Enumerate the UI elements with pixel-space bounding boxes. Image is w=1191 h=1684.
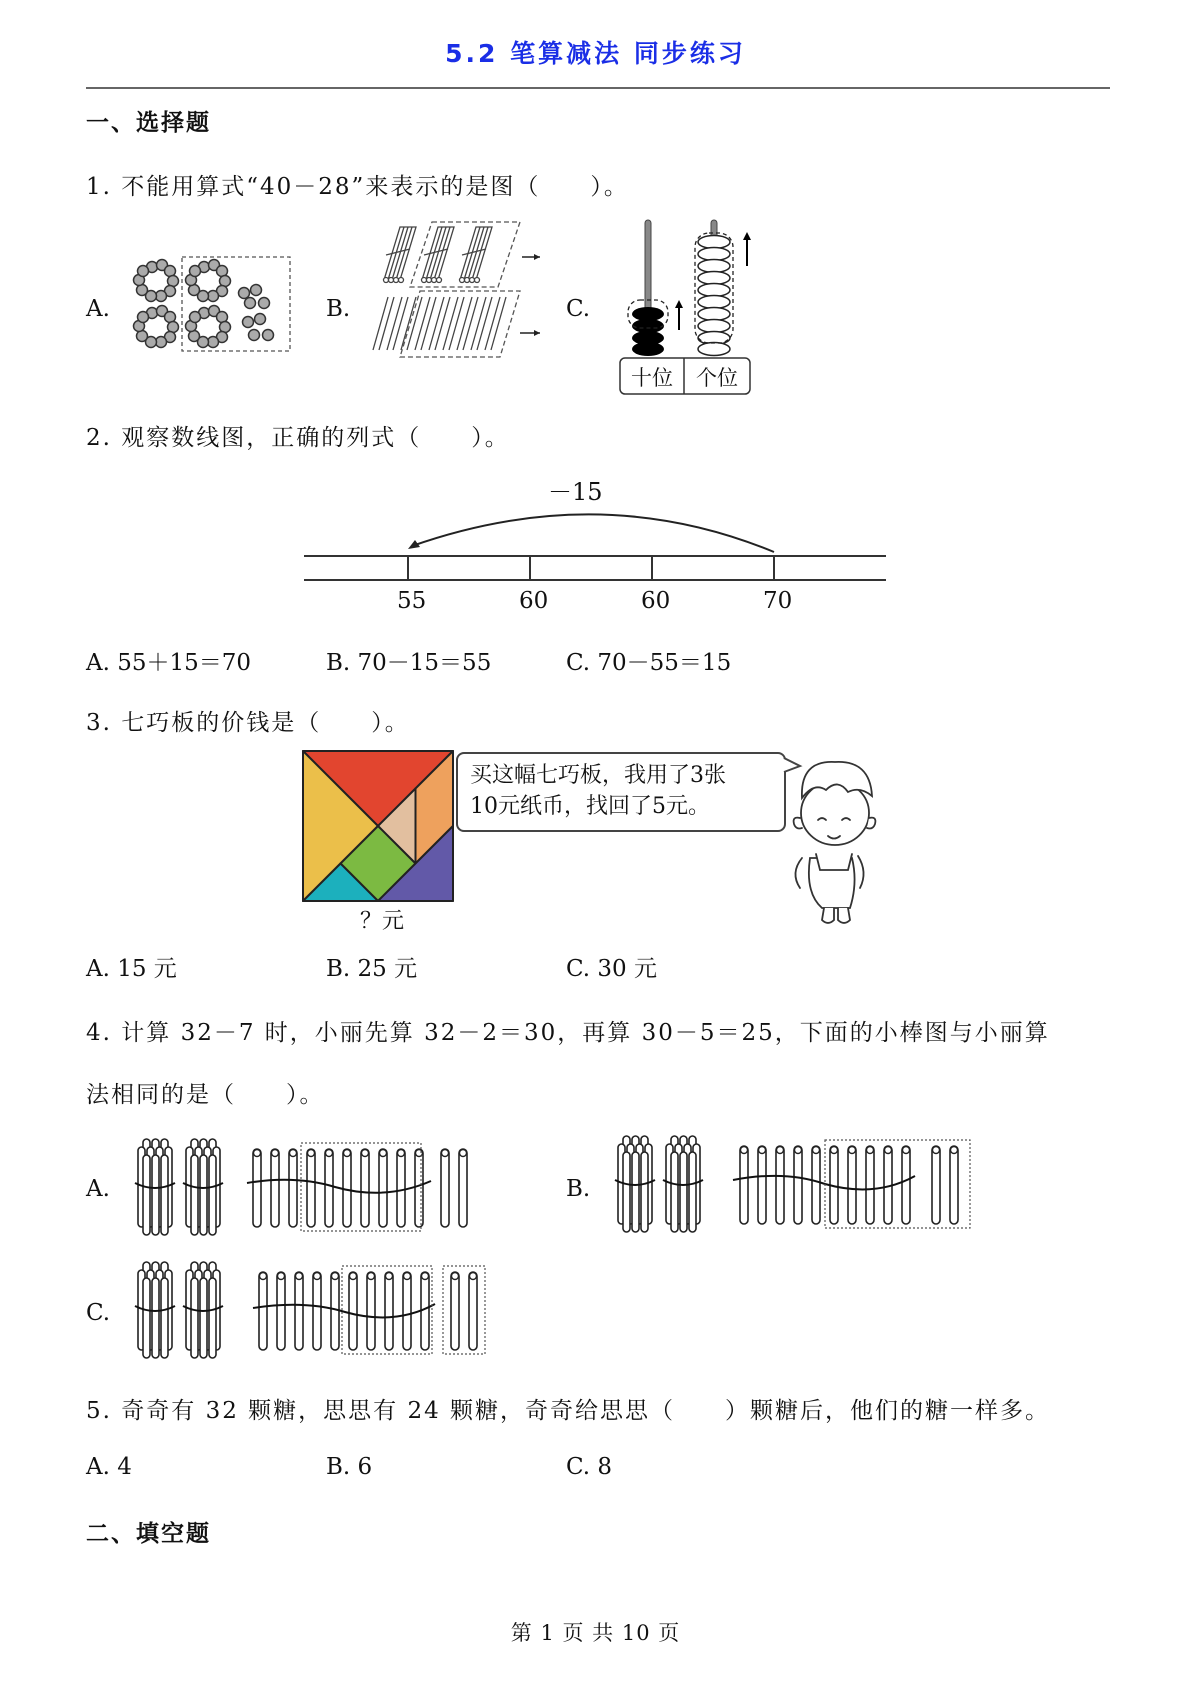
question-4: [86, 1014, 1050, 1047]
tick-label: 60: [519, 588, 549, 614]
title-divider: [86, 87, 1110, 89]
tick-label: 70: [763, 588, 793, 614]
question-text: 观察数线图，正确的列式（ ）。: [121, 425, 510, 451]
question-2: [86, 419, 510, 452]
speech-bubble: [456, 752, 786, 832]
jump-arrow: [412, 514, 774, 552]
abacus-tens-label: 十位: [631, 366, 673, 390]
q2-option-c: C. 70－55＝15: [566, 650, 732, 676]
question-number: 3.: [86, 710, 112, 736]
tick-label: 60: [641, 588, 671, 614]
abacus-ones-label: 个位: [696, 366, 738, 390]
q1-option-b-label: B.: [326, 296, 351, 322]
question-number: 2.: [86, 425, 112, 451]
question-number: 1.: [86, 174, 112, 200]
question-number: 5.: [86, 1398, 112, 1424]
question-text: 不能用算式“40－28”来表示的是图（ ）。: [121, 174, 629, 200]
q4-option-c-label: C.: [86, 1300, 111, 1326]
question-text: 七巧板的价钱是（ ）。: [121, 710, 410, 736]
question-5: [86, 1392, 1050, 1425]
q4-option-a-label: A.: [86, 1176, 110, 1202]
question-number: 4.: [86, 1020, 112, 1046]
q3-option-b: B. 25 元: [326, 956, 418, 982]
bubble-line: 买这幅七巧板，我用了3张: [470, 763, 726, 788]
section-heading-fill-blank: 二、填空题: [86, 1521, 211, 1547]
number-line: [300, 500, 890, 590]
section-heading-choice: 一、选择题: [86, 110, 211, 136]
question-4-continued: 法相同的是（ ）。: [86, 1082, 325, 1108]
question-1: [86, 168, 629, 201]
question-text: 奇奇有 32 颗糖，思思有 24 颗糖，奇奇给思思（ ）颗糖后，他们的糖一样多。: [121, 1398, 1051, 1424]
q5-option-b: B. 6: [326, 1454, 373, 1480]
q2-option-a: A. 55＋15＝70: [86, 650, 252, 676]
tick-label: 55: [397, 588, 427, 614]
q3-option-a: A. 15 元: [86, 956, 177, 982]
q1-figure-b-sticks: [370, 225, 560, 375]
number-line-jump-label: －15: [548, 478, 603, 506]
question-3: [86, 704, 410, 737]
bubble-line: 10元纸币，找回了5元。: [470, 794, 710, 819]
q3-option-c: C. 30 元: [566, 956, 657, 982]
q4-figure-b-sticks: [615, 1132, 975, 1242]
q4-option-b-label: B.: [566, 1176, 591, 1202]
q5-option-a: A. 4: [86, 1454, 132, 1480]
page-title: 5.2 笔算减法 同步练习: [445, 39, 746, 68]
q1-option-c-label: C.: [566, 296, 591, 322]
q5-option-c: C. 8: [566, 1454, 613, 1480]
q2-option-b: B. 70－15＝55: [326, 650, 492, 676]
page-footer: 第 1 页 共 10 页: [510, 1621, 681, 1645]
q4-figure-c-sticks: [135, 1258, 495, 1368]
tangram-figure: [303, 751, 455, 903]
q1-figure-a-beads: [130, 255, 300, 355]
tangram-price-label: ？元: [360, 909, 405, 934]
boy-illustration: [780, 748, 900, 928]
question-text-line1: 计算 32－7 时，小丽先算 32－2＝30，再算 30－5＝25，下面的小棒图与小丽算: [121, 1020, 1050, 1046]
q1-option-a-label: A.: [86, 296, 110, 322]
q4-figure-a-sticks: [135, 1135, 475, 1245]
